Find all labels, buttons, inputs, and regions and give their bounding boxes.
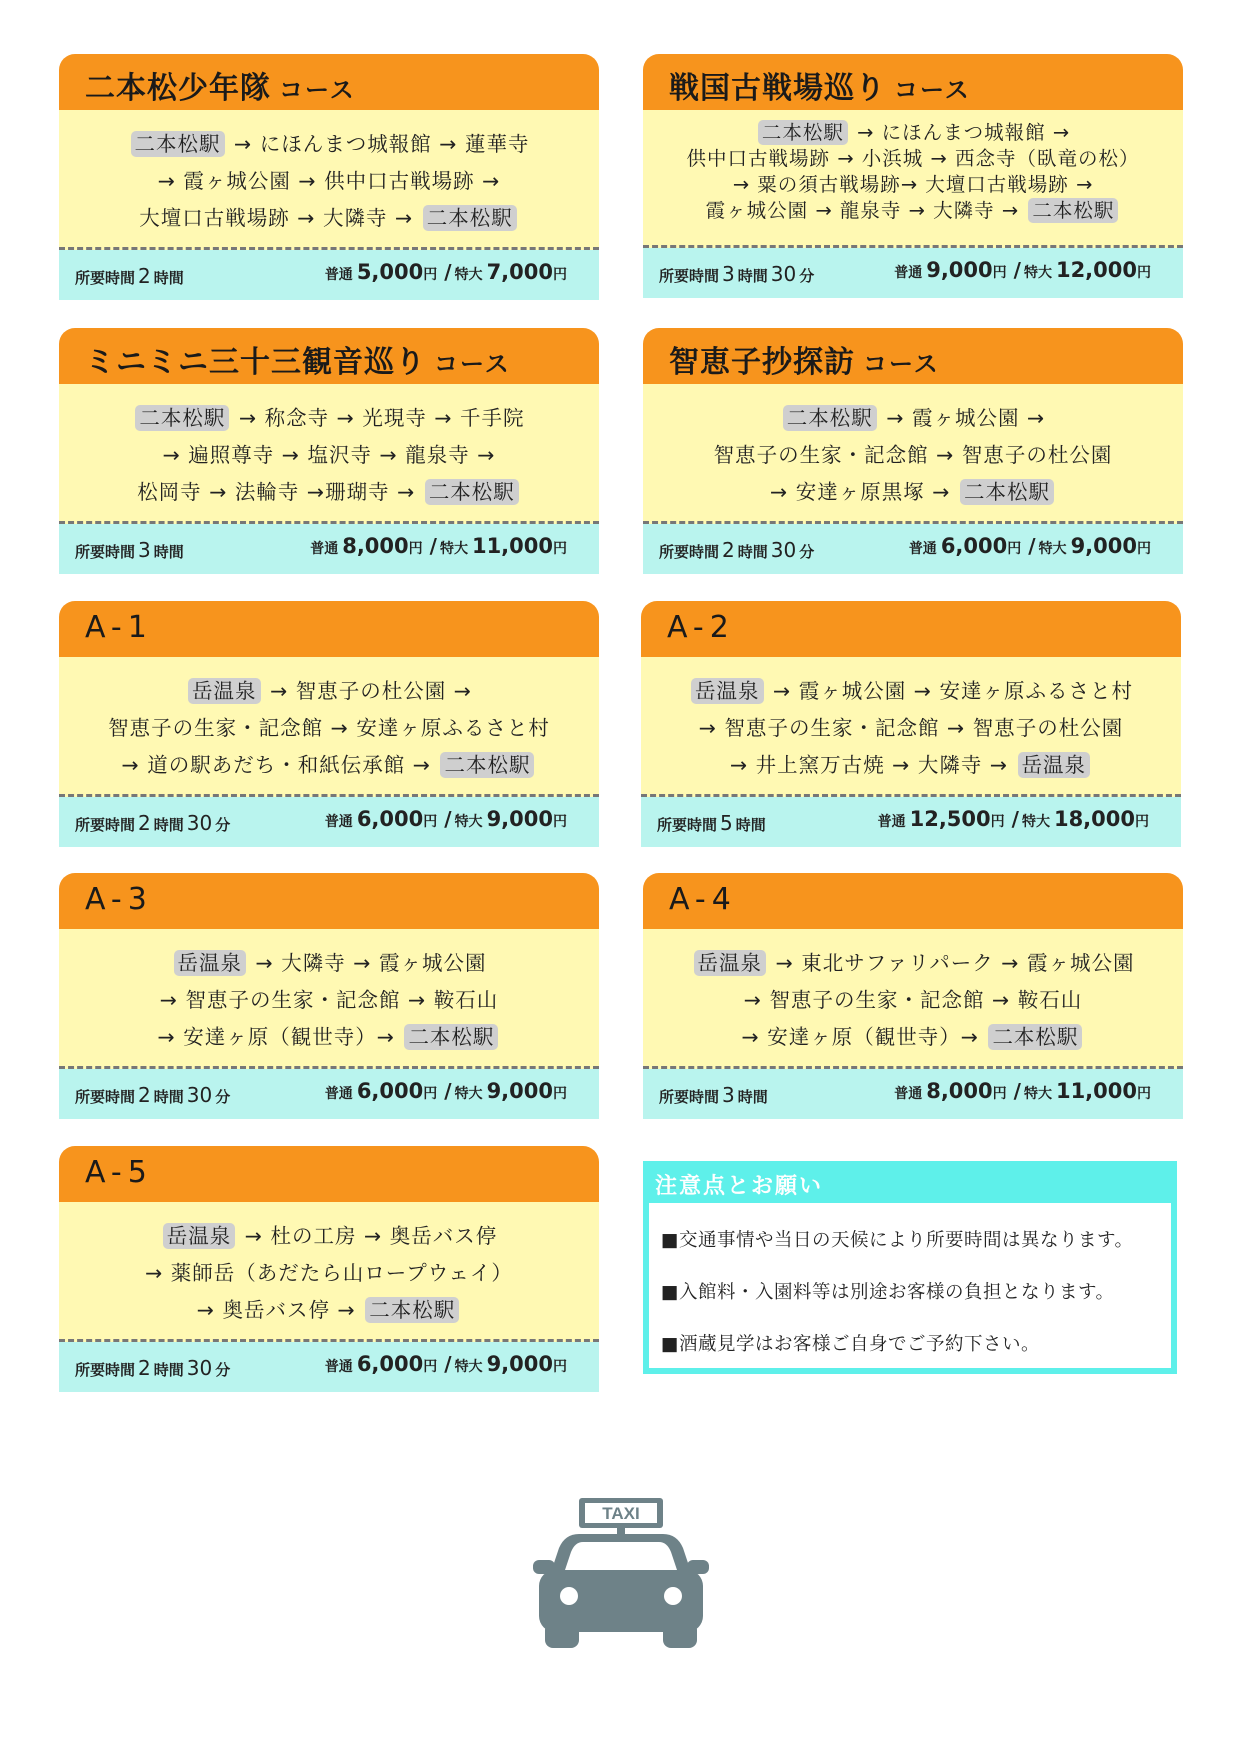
route-text: 大壇口古戦場跡 → 大隣寺 →: [139, 206, 421, 230]
route-line: [643, 1019, 1183, 1056]
duration-number: 2: [138, 811, 151, 835]
course-route: [59, 929, 599, 1069]
normal-label: 普通: [908, 541, 937, 557]
course-footer: [59, 524, 599, 574]
course-footer: [59, 797, 599, 847]
large-label: 特大: [1023, 265, 1052, 281]
duration-unit: 時間: [153, 1361, 184, 1379]
notice-item: ■酒蔵見学はお客様ご自身でご予約下さい。: [661, 1334, 1040, 1355]
duration-unit: 分: [215, 1361, 231, 1379]
course-suffix: コース: [894, 76, 971, 104]
course-footer: [59, 250, 599, 300]
duration-unit: 時間: [735, 816, 766, 834]
normal-price: 5,000: [356, 260, 424, 284]
duration: [75, 538, 184, 562]
duration: [657, 811, 766, 835]
route-line: [643, 437, 1183, 474]
course-footer: [59, 1069, 599, 1119]
duration: [75, 1083, 230, 1107]
course-name: A-3: [85, 882, 153, 917]
route-text: → 智恵子の生家・記念館 → 鞍石山: [743, 988, 1083, 1012]
station-tag: 岳温泉: [1018, 752, 1091, 778]
duration-unit: 時間: [737, 543, 768, 561]
price-separator: /: [444, 1352, 452, 1376]
duration-number: 30: [770, 262, 797, 286]
route-text: → 遍照尊寺 → 塩沢寺 → 龍泉寺 →: [162, 443, 496, 467]
yen-unit: 円: [423, 1086, 438, 1102]
course-header: [59, 328, 599, 384]
route-line: [643, 474, 1183, 511]
course-footer: [59, 1342, 599, 1392]
yen-unit: 円: [553, 814, 567, 830]
duration-label: 所要時間: [75, 816, 136, 834]
course-header: [643, 54, 1183, 110]
notice-item: ■交通事情や当日の天候により所要時間は異なります。: [661, 1230, 1134, 1251]
duration-number: 30: [186, 1356, 213, 1380]
duration-number: 3: [138, 538, 151, 562]
duration-unit: 分: [215, 1088, 231, 1106]
normal-label: 普通: [877, 814, 906, 830]
price: [325, 1352, 571, 1376]
route-text: 供中口古戦場跡 → 小浜城 → 西念寺（臥竜の松）: [686, 147, 1140, 170]
route-text: 霞ヶ城公園 → 龍泉寺 → 大隣寺 →: [705, 199, 1027, 222]
route-line: [59, 1218, 599, 1255]
route-text: 智恵子の生家・記念館 → 安達ヶ原ふるさと村: [108, 716, 550, 740]
yen-unit: 円: [423, 814, 438, 830]
route-line: [59, 673, 599, 710]
route-line: [59, 163, 599, 200]
price: [909, 534, 1155, 558]
station-tag: 二本松駅: [440, 752, 534, 778]
price-separator: /: [1028, 534, 1036, 558]
station-tag: 岳温泉: [694, 950, 767, 976]
course-card-nihonmatsu-shonentai: [59, 54, 599, 300]
station-tag: 二本松駅: [783, 405, 877, 431]
course-title: [669, 337, 940, 381]
notice-item: ■入館料・入園料等は別途お客様の負担となります。: [661, 1282, 1115, 1303]
course-footer: [641, 797, 1181, 847]
station-tag: 二本松駅: [131, 131, 225, 157]
duration-unit: 時間: [737, 1088, 768, 1106]
route-text: → 道の駅あだち・和紙伝承館 →: [121, 753, 439, 777]
course-name: 戦国古戦場巡り: [669, 71, 886, 106]
course-route: [59, 384, 599, 524]
taxi-headlight-left: [560, 1587, 578, 1605]
route-text: 智恵子の生家・記念館 → 智恵子の杜公園: [713, 443, 1113, 467]
route-line: [59, 945, 599, 982]
large-label: 特大: [1038, 541, 1067, 557]
course-name: A-5: [85, 1155, 153, 1190]
yen-unit: 円: [1007, 541, 1022, 557]
duration: [75, 1356, 230, 1380]
route-text: → 智恵子の生家・記念館 → 鞍石山: [159, 988, 499, 1012]
yen-unit: 円: [423, 267, 438, 283]
station-tag: 二本松駅: [365, 1297, 459, 1323]
route-text: → 井上窯万古焼 → 大隣寺 →: [729, 753, 1016, 777]
duration-label: 所要時間: [657, 816, 718, 834]
duration-number: 2: [722, 538, 735, 562]
route-text: → 称念寺 → 光現寺 → 千手院: [231, 406, 525, 430]
course-card-a3: [59, 873, 599, 1119]
course-route: [59, 1202, 599, 1342]
duration-label: 所要時間: [659, 267, 720, 285]
yen-unit: 円: [553, 541, 567, 557]
duration: [659, 538, 814, 562]
taxi-headlight-right: [664, 1587, 682, 1605]
duration: [659, 1083, 768, 1107]
course-card-chiekosho: [643, 328, 1183, 574]
large-label: 特大: [439, 541, 468, 557]
duration-number: 2: [138, 264, 151, 288]
price: [894, 1079, 1155, 1103]
station-tag: 二本松駅: [135, 405, 229, 431]
duration-number: 3: [722, 262, 735, 286]
route-text: → 安達ヶ原（観世寺）→: [157, 1025, 403, 1049]
large-price: 9,000: [486, 1352, 553, 1376]
price: [894, 258, 1155, 282]
notice-title: 注意点とお願い: [655, 1174, 824, 1199]
normal-price: 8,000: [342, 534, 409, 558]
station-tag: 岳温泉: [188, 678, 261, 704]
duration: [75, 811, 230, 835]
duration-label: 所要時間: [659, 1088, 720, 1106]
large-price: 9,000: [486, 1079, 553, 1103]
route-line: [59, 747, 599, 784]
price-separator: /: [444, 260, 452, 284]
duration-number: 30: [770, 538, 797, 562]
course-title: [85, 882, 153, 917]
route-text: → 薬師岳（あだたら山ロープウェイ）: [145, 1261, 513, 1285]
large-label: 特大: [454, 267, 483, 283]
normal-label: 普通: [894, 1086, 923, 1102]
course-title: [85, 1155, 153, 1190]
course-footer: [643, 524, 1183, 574]
yen-unit: 円: [553, 1086, 567, 1102]
station-tag: 二本松駅: [404, 1024, 498, 1050]
course-title: [85, 610, 153, 645]
station-tag: 岳温泉: [163, 1223, 236, 1249]
course-title: [669, 63, 971, 107]
course-header: [643, 873, 1183, 929]
course-card-mini-33-kannon: [59, 328, 599, 574]
course-route: [643, 929, 1183, 1069]
yen-unit: 円: [1137, 265, 1151, 281]
station-tag: 二本松駅: [988, 1024, 1082, 1050]
normal-label: 普通: [324, 814, 353, 830]
yen-unit: 円: [992, 1086, 1007, 1102]
course-name: 智恵子抄探訪: [669, 345, 855, 380]
course-route: [641, 657, 1181, 797]
route-line: [641, 710, 1181, 747]
course-title: [85, 337, 511, 381]
course-name: A-4: [669, 882, 737, 917]
price-separator: /: [1013, 1079, 1021, 1103]
price-separator: /: [444, 807, 452, 831]
course-route: [59, 110, 599, 250]
notice-box: [643, 1161, 1177, 1374]
course-title: [669, 882, 737, 917]
station-tag: 岳温泉: [691, 678, 764, 704]
route-line: [59, 200, 599, 237]
course-header: [59, 1146, 599, 1202]
yen-unit: 円: [1137, 541, 1151, 557]
route-line: [643, 120, 1183, 146]
duration: [75, 264, 184, 288]
large-price: 18,000: [1053, 807, 1135, 831]
yen-unit: 円: [1137, 1086, 1151, 1102]
price: [310, 534, 571, 558]
course-card-a2: [641, 601, 1181, 847]
route-text: → 東北サファリパーク → 霞ヶ城公園: [768, 951, 1135, 975]
taxi-windshield: [565, 1542, 677, 1570]
course-card-a4: [643, 873, 1183, 1119]
price-separator: /: [444, 1079, 452, 1103]
course-title: [85, 63, 356, 107]
price-separator: /: [429, 534, 437, 558]
route-line: [59, 400, 599, 437]
route-text: → 粟の須古戦場跡→ 大壇口古戦場跡 →: [732, 173, 1094, 196]
duration-label: 所要時間: [75, 543, 136, 561]
route-text: → 智恵子の生家・記念館 → 智恵子の杜公園: [698, 716, 1124, 740]
duration-number: 5: [720, 811, 733, 835]
large-price: 12,000: [1055, 258, 1137, 282]
route-text: → 奥岳バス停 →: [196, 1298, 364, 1322]
normal-price: 9,000: [926, 258, 993, 282]
route-line: [643, 982, 1183, 1019]
duration-unit: 時間: [737, 267, 768, 285]
route-line: [641, 673, 1181, 710]
yen-unit: 円: [992, 265, 1007, 281]
duration-unit: 分: [799, 543, 815, 561]
route-text: → 霞ヶ城公園 → 供中口古戦場跡 →: [157, 169, 501, 193]
normal-price: 12,500: [909, 807, 991, 831]
price: [325, 260, 571, 284]
route-text: → 大隣寺 → 霞ヶ城公園: [248, 951, 487, 975]
course-footer: [643, 248, 1183, 298]
normal-price: 6,000: [356, 807, 424, 831]
yen-unit: 円: [553, 267, 567, 283]
course-suffix: コース: [279, 76, 356, 104]
route-text: → 霞ヶ城公園 → 安達ヶ原ふるさと村: [765, 679, 1133, 703]
yen-unit: 円: [423, 1359, 438, 1375]
duration-label: 所要時間: [75, 269, 136, 287]
station-tag: 二本松駅: [423, 205, 517, 231]
course-header: [59, 873, 599, 929]
route-line: [643, 945, 1183, 982]
route-text: → 安達ヶ原黒塚 →: [770, 480, 958, 504]
route-line: [59, 1019, 599, 1056]
normal-price: 6,000: [356, 1352, 424, 1376]
duration: [659, 262, 814, 286]
taxi-sign-post: [617, 1528, 625, 1534]
large-price: 7,000: [486, 260, 553, 284]
course-card-a1: [59, 601, 599, 847]
duration-number: 3: [722, 1083, 735, 1107]
route-line: [59, 1255, 599, 1292]
normal-price: 6,000: [940, 534, 1008, 558]
duration-number: 30: [186, 1083, 213, 1107]
taxi-wheel-right: [663, 1622, 697, 1648]
taxi-wheel-left: [545, 1622, 579, 1648]
large-price: 9,000: [486, 807, 553, 831]
duration-number: 30: [186, 811, 213, 835]
large-label: 特大: [454, 1359, 483, 1375]
course-suffix: コース: [863, 350, 940, 378]
course-card-sengoku-kosenjo: [643, 54, 1183, 298]
notice-body: [649, 1203, 1171, 1368]
large-price: 11,000: [471, 534, 553, 558]
course-header: [641, 601, 1181, 657]
normal-label: 普通: [324, 1359, 353, 1375]
course-header: [59, 601, 599, 657]
price: [325, 807, 571, 831]
station-tag: 二本松駅: [960, 479, 1054, 505]
station-tag: 二本松駅: [758, 120, 848, 145]
duration-label: 所要時間: [75, 1361, 136, 1379]
yen-unit: 円: [553, 1359, 567, 1375]
yen-unit: 円: [1135, 814, 1149, 830]
course-card-a5: [59, 1146, 599, 1392]
course-footer: [643, 1069, 1183, 1119]
duration-label: 所要時間: [75, 1088, 136, 1106]
route-line: [59, 474, 599, 511]
taxi-sign-text: TAXI: [602, 1504, 640, 1523]
course-name: A-1: [85, 610, 153, 645]
route-line: [59, 126, 599, 163]
route-line: [59, 710, 599, 747]
large-price: 9,000: [1070, 534, 1137, 558]
station-tag: 二本松駅: [425, 479, 519, 505]
normal-price: 6,000: [356, 1079, 424, 1103]
price: [878, 807, 1153, 831]
large-label: 特大: [454, 1086, 483, 1102]
route-text: → にほんまつ城報館 → 蓮華寺: [226, 132, 530, 156]
route-text: → 杜の工房 → 奥岳バス停: [237, 1224, 498, 1248]
duration-unit: 時間: [153, 1088, 184, 1106]
normal-price: 8,000: [926, 1079, 993, 1103]
normal-label: 普通: [310, 541, 339, 557]
course-header: [59, 54, 599, 110]
course-suffix: コース: [434, 350, 511, 378]
large-label: 特大: [1023, 1086, 1052, 1102]
duration-label: 所要時間: [659, 543, 720, 561]
course-route: [643, 384, 1183, 524]
taxi-icon: [531, 1496, 711, 1650]
route-line: [643, 172, 1183, 198]
duration-unit: 時間: [153, 543, 184, 561]
course-name: 二本松少年隊: [85, 71, 271, 106]
route-line: [643, 400, 1183, 437]
price-separator: /: [1013, 258, 1021, 282]
course-title: [667, 610, 735, 645]
course-route: [643, 110, 1183, 248]
normal-label: 普通: [324, 267, 353, 283]
price-separator: /: [1011, 807, 1019, 831]
course-header: [643, 328, 1183, 384]
yen-unit: 円: [408, 541, 423, 557]
route-text: → 安達ヶ原（観世寺）→: [741, 1025, 987, 1049]
large-price: 11,000: [1055, 1079, 1137, 1103]
route-text: → にほんまつ城報館 →: [849, 121, 1071, 144]
route-line: [641, 747, 1181, 784]
route-line: [59, 982, 599, 1019]
route-line: [643, 146, 1183, 172]
course-name: A-2: [667, 610, 735, 645]
course-name: ミニミニ三十三観音巡り: [85, 345, 426, 380]
station-tag: 岳温泉: [174, 950, 247, 976]
route-line: [59, 437, 599, 474]
route-text: → 智恵子の杜公園 →: [262, 679, 472, 703]
duration-unit: 時間: [153, 269, 184, 287]
route-text: → 霞ヶ城公園 →: [878, 406, 1046, 430]
normal-label: 普通: [894, 265, 923, 281]
route-line: [59, 1292, 599, 1329]
duration-number: 2: [138, 1083, 151, 1107]
route-text: 松岡寺 → 法輪寺 →珊瑚寺 →: [137, 480, 423, 504]
large-label: 特大: [454, 814, 483, 830]
normal-label: 普通: [324, 1086, 353, 1102]
duration-unit: 分: [799, 267, 815, 285]
duration-unit: 時間: [153, 816, 184, 834]
course-route: [59, 657, 599, 797]
price: [325, 1079, 571, 1103]
station-tag: 二本松駅: [1028, 198, 1118, 223]
duration-unit: 分: [215, 816, 231, 834]
duration-number: 2: [138, 1356, 151, 1380]
route-line: [643, 198, 1183, 224]
large-label: 特大: [1021, 814, 1050, 830]
yen-unit: 円: [990, 814, 1005, 830]
